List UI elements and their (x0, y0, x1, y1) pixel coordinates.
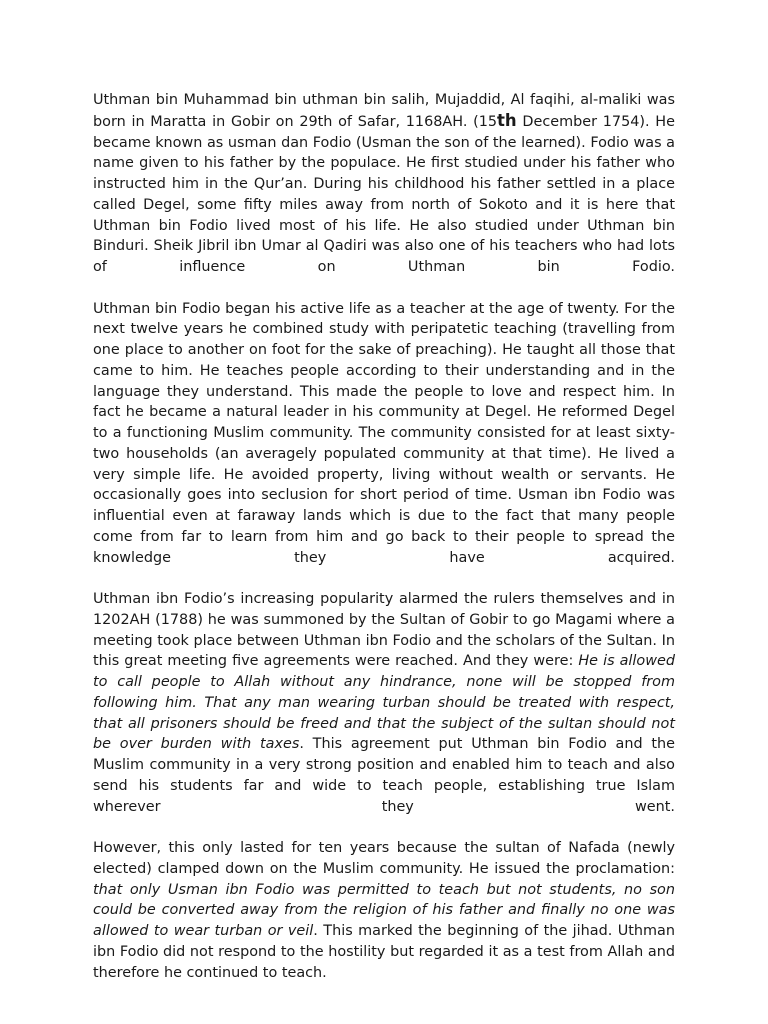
text-run: Uthman bin Muhammad bin uthman bin salih, Mujaddid, Al faqihi, al-maliki was born in Maratta in Gobir on 29th of Safar, 1168AH. (15 (93, 92, 675, 130)
text-run: . This agreement put Uthman bin Fodio and the Muslim community in a very strong position and enabled him to teach and also send his students far and wide to teach people, establishing true Islam wherever they went. (93, 736, 675, 815)
document-body (93, 90, 675, 983)
paragraph-2 (93, 299, 675, 590)
ordinal-suffix: th (497, 110, 517, 130)
text-run: December 1754). He became known as usman dan Fodio (Usman the son of the learned). Fodio was a name given to his father by the populace. He first studied under his father who instructed him in the Qur’an. During his childhood his father settled in a place called Degel, some fifty miles away from north of Sokoto and it is here that Uthman bin Fodio lived most of his life. He also studied under Uthman bin Binduri. Sheik Jibril ibn Umar al Qadiri was also one of his teachers who had lots of influence on Uthman bin Fodio. (93, 113, 675, 275)
agreements-quote: He is allowed to call people to Allah without any hindrance, none will be stopped from following him. That any man wearing turban should be treated with respect, that all prisoners should be freed and that the subject of the sultan should not be over burden with taxes (93, 653, 675, 753)
proclamation-quote: that only Usman ibn Fodio was permitted to teach but not students, no son could be converted away from the religion of his father and finally no one was allowed to wear turban or veil (93, 881, 675, 939)
paragraph-1 (93, 90, 675, 299)
paragraph-4 (93, 838, 675, 983)
paragraph-3 (93, 589, 675, 838)
text-run: However, this only lasted for ten years because the sultan of Nafada (newly elected) clamped down on the Muslim community. He issued the proclamation: (93, 840, 675, 877)
text-run: Uthman ibn Fodio’s increasing popularity alarmed the rulers themselves and in 1202AH (1788) he was summoned by the Sultan of Gobir to go Magami where a meeting took place between Uthman ibn Fodio and the scholars of the Sultan. In this great meeting five agreements were reached. And they were: (93, 591, 675, 670)
text-run: . This marked the beginning of the jihad. Uthman ibn Fodio did not respond to the hostility but regarded it as a test from Allah and therefore he continued to teach. (93, 923, 675, 981)
text-run: Uthman bin Fodio began his active life as a teacher at the age of twenty. For the next twelve years he combined study with peripatetic teaching (travelling from one place to another on foot for the sake of preaching). He taught all those that came to him. He teaches people according to their understanding and in the language they understand. This made the people to love and respect him. In fact he became a natural leader in his community at Degel. He reformed Degel to a functioning Muslim community. The community consisted for at least sixty-two households (an averagely populated community at that time). He lived a very simple life. He avoided property, living without wealth or servants. He occasionally goes into seclusion for short period of time. Usman ibn Fodio was influential even at faraway lands which is due to the fact that many people come from far to learn from him and go back to their people to spread the knowledge they have acquired. (93, 300, 675, 566)
